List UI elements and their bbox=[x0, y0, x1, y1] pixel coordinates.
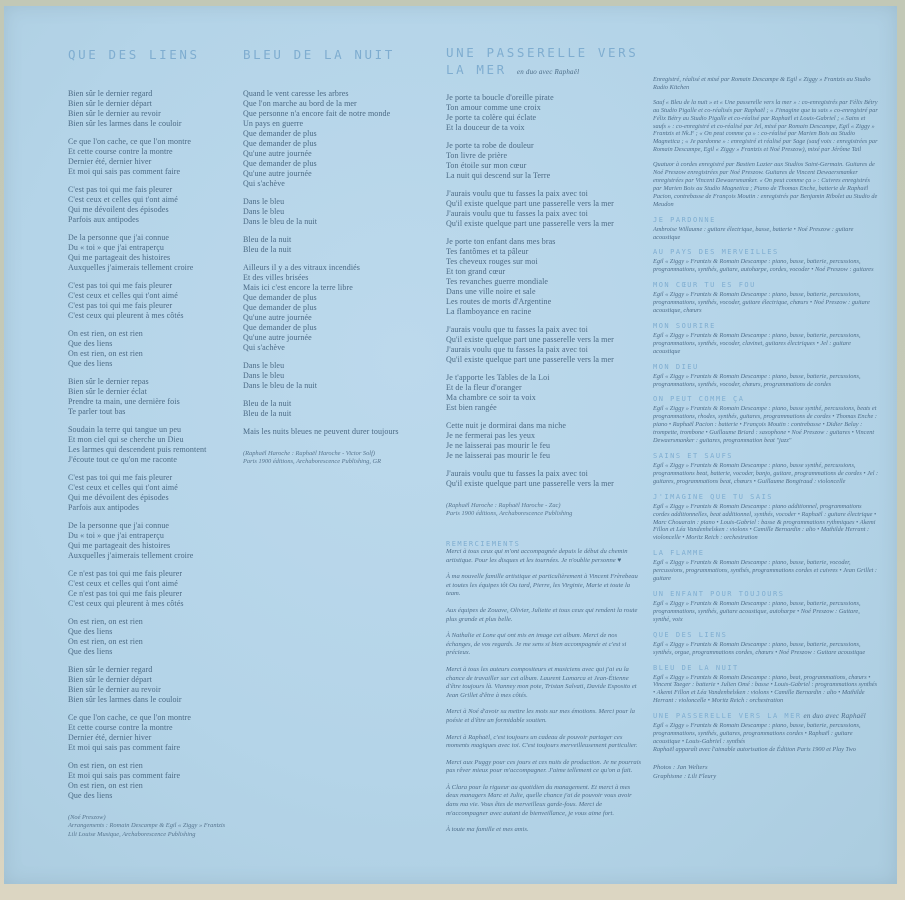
lyric-line: Bleu de la nuit bbox=[243, 409, 292, 418]
lyric-line: J'aurais voulu que tu fasses la paix avec toi bbox=[446, 209, 588, 218]
track-credit-title: MON CŒUR TU ES FOU bbox=[653, 281, 756, 290]
track-credit-title: MON DIEU bbox=[653, 362, 699, 371]
track-credit-body: Egil « Ziggy » Frantzis & Romain Descampe : piano, basse, batterie, percussions, programmations, synthés, vocoder, guitare électrique, chœurs • Noé Preszow : guitare acoustique, chœurs bbox=[653, 291, 870, 315]
track-credit-section bbox=[653, 493, 879, 543]
lyric-line: Te parler tout bas bbox=[68, 407, 126, 416]
lyric-line: Et ton grand cœur bbox=[446, 267, 506, 276]
lyric-stanza bbox=[446, 469, 650, 489]
lyric-line: Bien sûr le dernier regard bbox=[68, 665, 153, 674]
remerciements-paragraph: Aux équipes de Zouave, Olivier, Juliette et tous ceux qui rendent la route plus grande et plus belle. bbox=[446, 606, 638, 623]
song-title-bleu-de-la-nuit: BLEU DE LA NUIT bbox=[243, 47, 395, 62]
lyric-line: Du « toi » que j'ai entraperçu bbox=[68, 243, 164, 252]
lyric-line: Tes fantômes et ta pâleur bbox=[446, 247, 529, 256]
lyric-line: Que des liens bbox=[68, 791, 113, 800]
lyric-line: Qui me partageait des histoires bbox=[68, 253, 171, 262]
production-credits-column bbox=[653, 76, 879, 781]
lyric-line: Et cette course contre la montre bbox=[68, 147, 173, 156]
lyric-line: Et mon ciel qui se cherche un Dieu bbox=[68, 435, 184, 444]
lyric-line: C'est ceux qui pleurent à mes côtés bbox=[68, 599, 184, 608]
lyric-line: Que demander de plus bbox=[243, 303, 317, 312]
lyric-line: Dans le bleu de la nuit bbox=[243, 381, 318, 390]
lyric-line: Ce que l'on cache, ce que l'on montre bbox=[68, 137, 191, 146]
lyric-line: On est rien, on est rien bbox=[68, 761, 143, 770]
lyric-line: C'est ceux et celles qui t'ont aimé bbox=[68, 579, 178, 588]
lyric-line: Dans le bleu bbox=[243, 197, 285, 206]
lyric-line: Que des liens bbox=[68, 647, 113, 656]
lyric-stanza bbox=[68, 233, 228, 273]
song-title-text: UNE PASSERELLE VERS LA MER bbox=[446, 45, 639, 77]
lyric-line: Que demander de plus bbox=[243, 323, 317, 332]
lyric-line: Dernier été, dernier hiver bbox=[68, 733, 152, 742]
lyric-stanza bbox=[446, 373, 650, 413]
track-credit-duo-suffix: en duo avec Raphaël bbox=[801, 712, 866, 721]
credits-footer-line: Graphisme : Lili Fleury bbox=[653, 772, 717, 780]
track-credit-title: BLEU DE LA NUIT bbox=[653, 663, 739, 672]
lyric-line: De la personne que j'ai connue bbox=[68, 521, 170, 530]
song-column-une-passerelle bbox=[446, 44, 650, 519]
track-credit-section bbox=[653, 664, 879, 706]
lyrics-une-passerelle bbox=[446, 93, 650, 489]
lyric-stanza bbox=[446, 237, 650, 317]
song-credit-une-passerelle bbox=[446, 502, 650, 519]
lyric-line: Bleu de la nuit bbox=[243, 235, 292, 244]
lyric-line: Du « toi » que j'ai entraperçu bbox=[68, 531, 164, 540]
lyric-line: C'est ceux et celles qui t'ont aimé bbox=[68, 483, 178, 492]
lyric-stanza bbox=[68, 665, 228, 705]
lyric-stanza bbox=[68, 377, 228, 417]
song-credit-bleu-de-la-nuit bbox=[243, 450, 428, 467]
lyric-line: Dernier été, dernier hiver bbox=[68, 157, 152, 166]
lyric-stanza bbox=[68, 89, 228, 129]
lyric-line: Bleu de la nuit bbox=[243, 399, 292, 408]
remerciements-paragraph: Merci à tous ceux qui m'ont accompagnée depuis le début du chemin artistique. Pour les disques et les tournées. Je n'oublie personne ♥ bbox=[446, 548, 628, 564]
track-credit-section bbox=[653, 631, 879, 657]
lyric-line: J'aurais voulu que tu fasses la paix avec toi bbox=[446, 325, 588, 334]
lyric-stanza bbox=[68, 521, 228, 561]
lyric-line: J'écoute tout ce qu'on me raconte bbox=[68, 455, 178, 464]
lyric-line: Bien sûr les larmes dans le couloir bbox=[68, 119, 182, 128]
song-column-bleu-de-la-nuit bbox=[243, 46, 428, 467]
lyric-line: Que des liens bbox=[68, 627, 113, 636]
lyric-line: Ce que l'on cache, ce que l'on montre bbox=[68, 713, 191, 722]
lyric-line: Je ne laisserai pas mourir le feu bbox=[446, 441, 551, 450]
track-credit-section bbox=[653, 216, 879, 242]
lyric-line: Que demander de plus bbox=[243, 293, 317, 302]
lyric-line: C'est pas toi qui me fais pleurer bbox=[68, 473, 173, 482]
song-column-que-des-liens bbox=[68, 46, 228, 839]
lyric-stanza bbox=[243, 89, 428, 189]
track-credit-title: SAINS ET SAUFS bbox=[653, 452, 734, 460]
lyric-line: Je t'apporte les Tables de la Loi bbox=[446, 373, 550, 382]
lyric-line: Qui s'achève bbox=[243, 343, 285, 352]
credits-tracks bbox=[653, 216, 879, 754]
lyric-line: Qu'une autre journée bbox=[243, 149, 312, 158]
lyric-stanza bbox=[446, 93, 650, 133]
credits-footer-line: Photos : Jan Welters bbox=[653, 763, 708, 771]
remerciements-paragraph: Merci à Raphaël, c'est toujours un cadeau de pouvoir partager ces moments magiques avec toi. C'est toujours merveilleusement particulier. bbox=[446, 733, 638, 750]
track-credit-title: QUE DES LIENS bbox=[653, 630, 728, 639]
lyric-line: Que l'on marche au bord de la mer bbox=[243, 99, 357, 108]
track-credit-body: Egil « Ziggy » Frantzis & Romain Descampe : piano, basse, batterie, vocoder, percussions, programmations, synthés, programmations cordes et cuivres • Jean Grillet : guitare bbox=[653, 559, 878, 583]
lyric-line: Dans le bleu bbox=[243, 361, 285, 370]
track-credit-body: Egil « Ziggy » Frantzis & Romain Descampe : piano, basse, batterie, percussions, programmations, synthés, vocoder, chœurs, programmations de cordes bbox=[653, 372, 861, 388]
lyric-line: Les larmes qui descendent puis remontent bbox=[68, 445, 207, 454]
lyric-line: Qu'il existe quelque part une passerelle vers la mer bbox=[446, 219, 614, 228]
lyric-stanza bbox=[243, 361, 428, 391]
lyric-stanza bbox=[243, 399, 428, 419]
track-credit-section bbox=[653, 395, 879, 445]
lyric-line: Qu'il existe quelque part une passerelle vers la mer bbox=[446, 335, 614, 344]
lyric-line: Je porte ta boucle d'oreille pirate bbox=[446, 93, 554, 102]
lyric-line: Que des liens bbox=[68, 339, 113, 348]
lyric-stanza bbox=[446, 325, 650, 365]
lyric-line: Auxquelles j'aimerais tellement croire bbox=[68, 263, 194, 272]
lyric-line: Dans le bleu bbox=[243, 207, 285, 216]
lyric-line: Dans le bleu bbox=[243, 371, 285, 380]
lyric-stanza bbox=[243, 235, 428, 255]
lyric-stanza bbox=[68, 329, 228, 369]
lyric-line: Et de la fleur d'oranger bbox=[446, 383, 522, 392]
lyric-line: Ce n'est pas toi qui me fais pleurer bbox=[68, 569, 183, 578]
lyric-line: La flamboyance en racine bbox=[446, 307, 532, 316]
lyric-line: Je porte ta robe de douleur bbox=[446, 141, 534, 150]
lyric-line: Ton étoile sur mon cœur bbox=[446, 161, 527, 170]
lyric-line: On est rien, on est rien bbox=[68, 349, 143, 358]
lyric-line: Parfois aux antipodes bbox=[68, 503, 139, 512]
lyric-line: J'aurais voulu que tu fasses la paix avec toi bbox=[446, 189, 588, 198]
lyric-line: Et la douceur de ta voix bbox=[446, 123, 525, 132]
song-credit-que-des-liens bbox=[68, 814, 228, 839]
lyric-stanza bbox=[68, 761, 228, 801]
track-credit-body: Egil « Ziggy » Frantzis & Romain Descampe : piano, basse, batterie, percussions, programmations, synthés, guitare, autoharpe, cordes, vocoder • Noé Preszow : guitares bbox=[653, 258, 874, 274]
track-credit-body: Egil « Ziggy » Frantzis & Romain Descampe : piano, basse, batterie, percussions, programmations, synthés, vocoder, clavinet, guitares électriques • Jel : guitare acoustique bbox=[653, 331, 861, 355]
lyric-line: Est bien rangée bbox=[446, 403, 497, 412]
lyric-line: Je ne laisserai pas mourir le feu bbox=[446, 451, 551, 460]
song-credit-line: (Raphaël Haroche : Raphaël Haroche - Zac) bbox=[446, 502, 561, 509]
lyric-stanza bbox=[446, 189, 650, 229]
lyric-line: Et moi qui sais pas comment faire bbox=[68, 771, 181, 780]
lyric-line: Qu'il existe quelque part une passerelle vers la mer bbox=[446, 355, 614, 364]
lyric-line: Bien sûr le dernier au revoir bbox=[68, 685, 161, 694]
track-credit-body: Egil « Ziggy » Frantzis & Romain Descampe : piano, basse, batterie, percussions, programmations, synthés, guitares, programmations cordes • Raphaël : guitare acoustique • Louis-Gabriel : synthés bbox=[653, 722, 861, 745]
track-credit-body: Egil « Ziggy » Frantzis & Romain Descampe : piano additionnel, programmations cordes additionnelles, beat additionnel, synthés, vocoder • Raphaël : guitare électrique • Marc Chouarain : piano • Louis-Gabriel : basse & programmations rythmiques • Akemi Fillon et Léa Vandenhelsken : violons • Camille Bernardin : alto • Mathilde Herrant : violoncelle • Moritz Reich : orchestration bbox=[653, 502, 877, 542]
lyric-line: Cette nuit je dormirai dans ma niche bbox=[446, 421, 567, 430]
liner-notes-page bbox=[4, 6, 897, 884]
remerciements-paragraph: À ma nouvelle famille artistique et particulièrement à Vincent Frèrebeau et toutes les équipes tôt Ou tard, Pierre, les Virginie, Marie et toute la team. bbox=[446, 573, 638, 598]
track-credit-section bbox=[653, 549, 879, 583]
track-credit-title: UN ENFANT POUR TOUJOURS bbox=[653, 589, 785, 598]
lyric-line: C'est pas toi qui me fais pleurer bbox=[68, 185, 173, 194]
track-credit-title: MON SOURIRE bbox=[653, 321, 716, 330]
lyric-line: Soudain la terre qui tangue un peu bbox=[68, 425, 182, 434]
lyric-stanza bbox=[243, 197, 428, 227]
lyric-line: C'est ceux et celles qui t'ont aimé bbox=[68, 291, 178, 300]
lyric-line: Bleu de la nuit bbox=[243, 245, 292, 254]
song-credit-line: Paris 1900 éditions, Archaborescence Publishing, GR bbox=[243, 458, 382, 466]
remerciements-paragraph: À toute ma famille et mes amis. bbox=[446, 826, 529, 834]
track-credit-section bbox=[653, 452, 879, 486]
lyric-line: Qu'il existe quelque part une passerelle vers la mer bbox=[446, 479, 614, 488]
lyric-stanza bbox=[243, 427, 428, 437]
track-credit-section bbox=[653, 363, 879, 389]
remerciements-paragraph: Merci aux Puggy pour ces jours et ces nuits de production. Je ne pourrais pas rêver mieux pour m'accompagner. J'aime tellement ce qu'on a fait. bbox=[446, 758, 642, 775]
lyric-line: Les routes de morts d'Argentine bbox=[446, 297, 552, 306]
lyric-line: Que demander de plus bbox=[243, 129, 317, 138]
lyric-line: Et cette course contre la montre bbox=[68, 723, 173, 732]
track-credit-section bbox=[653, 281, 879, 315]
lyric-line: Parfois aux antipodes bbox=[68, 215, 139, 224]
song-credit-line: Arrangements : Romain Descampe & Egil « Ziggy » Frantzis bbox=[68, 822, 226, 830]
track-credit-title: J'IMAGINE QUE TU SAIS bbox=[653, 492, 774, 501]
remerciements-paragraph: À Clara pour la rigueur au quotidien du management. Et merci à mes deux managers Marc et Julie, quelle chance j'ai de pouvoir vous avoir dans ma vie. Vous êtes de merveilleux garde-fous. Merci de m'accompagner avec autant de bienveillance, je vous aime fort. bbox=[446, 783, 632, 817]
lyric-line: Que personne n'a encore fait de notre monde bbox=[243, 109, 391, 118]
lyric-stanza bbox=[68, 281, 228, 321]
lyric-line: Bien sûr le dernier repas bbox=[68, 377, 149, 386]
track-credit-section bbox=[653, 712, 879, 754]
lyric-line: Ailleurs il y a des vitraux incendiés bbox=[243, 263, 361, 272]
lyric-line: Ton amour comme une croix bbox=[446, 103, 541, 112]
lyric-line: Tes cheveux rouges sur moi bbox=[446, 257, 538, 266]
lyric-line: Que demander de plus bbox=[243, 139, 317, 148]
lyric-stanza bbox=[446, 421, 650, 461]
lyric-line: Ce n'est pas toi qui me fais pleurer bbox=[68, 589, 183, 598]
lyric-line: Que demander de plus bbox=[243, 159, 317, 168]
song-title-que-des-liens: QUE DES LIENS bbox=[68, 47, 200, 62]
track-credit-section bbox=[653, 248, 879, 274]
lyric-stanza bbox=[68, 473, 228, 513]
track-credit-title: JE PARDONNE bbox=[653, 215, 716, 224]
lyric-line: On est rien, on est rien bbox=[68, 329, 143, 338]
lyric-line: Bien sûr le dernier regard bbox=[68, 89, 153, 98]
track-credit-body: Egil « Ziggy » Frantzis & Romain Descampe : piano, basse synthé, percussions, programmations beat, batterie, vocoder, banjo, guitare, programmations de cordes • Jel : guitares, programmations beat, chœurs • Guillaume Bongiraud : violoncelle bbox=[653, 462, 879, 485]
lyric-line: Et des villes brisées bbox=[243, 273, 309, 282]
lyric-line: Qu'une autre journée bbox=[243, 313, 312, 322]
lyric-line: Bien sûr le dernier au revoir bbox=[68, 109, 161, 118]
lyric-line: Dans le bleu de la nuit bbox=[243, 217, 318, 226]
lyric-line: C'est pas toi qui me fais pleurer bbox=[68, 281, 173, 290]
credits-footer bbox=[653, 763, 879, 781]
lyric-line: Qui me dévoilent des épisodes bbox=[68, 205, 169, 214]
credits-intro-paragraph: Sauf « Bleu de la nuit » et « Une passerelle vers la mer » : co-enregistrés par Félix Bétry au Studio Pigalle et co-réalisés par Raphaël ; « J'imagine que tu sais » co-enregistré par Félix Bétry au Studio Pigalle et co-réalisé par Raphaël et Louis-Gabriel ; « Sains et saufs » : co-enregistré et co-réalisé par Jel, mixé par Romain Descampe, Egil « Ziggy » Frantzis et Nk.F ; « On peut comme ça » : co-réalisé par Marien Bois au Studio Magnetica ; « Je pardonne » : enregistré et réalisé par Sage (sauf voix : enregistrées par Romain Descampe, Egil « Ziggy » Frantzis et Noé Preszow), mixé par Jérôme Tail bbox=[653, 98, 878, 154]
track-credit-body: Egil « Ziggy » Frantzis & Romain Descampe : piano, basse synthé, percussions, beats et programmations, rhodes, synthés, guitares, programmations de cordes • Thomas Enche : piano • Raphaël Pacion : batterie • François Moutin : contrebasse • Didier Belay : trompette, trombone • Guillaume Briard : saxophone • Noé Preszow : guitares • Vincent Dewaersmanker : guitares, programmation beat "jazz" bbox=[653, 405, 877, 445]
remerciements-paragraph: Merci à tous les auteurs compositeurs et musiciens avec qui j'ai eu la chance de travailler sur cet album. Laurent Lamarca et Jean-Étienne d'être toujours là. Vianney mon pote, Tristan Salvati, Davide Esposito et Jean Grillet d'être à mes côtés. bbox=[446, 665, 637, 699]
lyric-stanza bbox=[243, 263, 428, 353]
lyric-stanza bbox=[446, 141, 650, 181]
lyric-line: C'est pas toi qui me fais pleurer bbox=[68, 301, 173, 310]
credits-intro bbox=[653, 76, 879, 209]
lyric-line: Je porte ta colère qui éclate bbox=[446, 113, 537, 122]
lyric-line: C'est ceux et celles qui t'ont aimé bbox=[68, 195, 178, 204]
lyric-line: Un pays en guerre bbox=[243, 119, 304, 128]
lyric-stanza bbox=[68, 569, 228, 609]
track-credit-body: Egil « Ziggy » Frantzis & Romain Descampe : piano, beat, programmations, chœurs • Vincent Taeger : batterie • Julien Omé : basse • Louis-Gabriel : programmations synthés • Akemi Fillon et Léa Vandenhelsken : violons • Camille Bernardin : alto • Mathilde Herrant : violoncelle • Moritz Reich : orchestration bbox=[653, 673, 878, 705]
lyric-line: Ma chambre ce soir ta voix bbox=[446, 393, 536, 402]
lyric-line: Qui me dévoilent des épisodes bbox=[68, 493, 169, 502]
remerciements-paragraphs bbox=[446, 548, 644, 835]
lyric-line: On est rien, on est rien bbox=[68, 637, 143, 646]
lyric-line: Et moi qui sais pas comment faire bbox=[68, 167, 181, 176]
lyric-line: Qu'une autre journée bbox=[243, 333, 312, 342]
lyric-line: J'aurais voulu que tu fasses la paix avec toi bbox=[446, 469, 588, 478]
lyric-line: Et moi qui sais pas comment faire bbox=[68, 743, 181, 752]
remerciements-title: REMERCIEMENTS bbox=[446, 540, 521, 548]
track-credit-title: UNE PASSERELLE VERS LA MER en duo avec Raphaël bbox=[653, 712, 866, 721]
remerciements-paragraph: Merci à Noé d'avoir su mettre les mots sur mes émotions. Merci pour la poésie et d'être un formidable soutien. bbox=[446, 708, 635, 724]
lyric-line: Bien sûr le dernier départ bbox=[68, 675, 152, 684]
lyric-stanza bbox=[68, 713, 228, 753]
lyric-line: Auxquelles j'aimerais tellement croire bbox=[68, 551, 194, 560]
track-credit-title: AU PAYS DES MERVEILLES bbox=[653, 248, 779, 257]
lyric-line: Mais les nuits bleues ne peuvent durer toujours bbox=[243, 427, 399, 436]
track-credit-body: Ambroise Willaume : guitare électrique, basse, batterie • Noé Preszow : guitare acoustique bbox=[653, 225, 854, 241]
song-credit-line: (Raphaël Haroche : Raphaël Haroche - Victor Solf) bbox=[243, 450, 375, 457]
lyric-line: Qu'une autre journée bbox=[243, 169, 312, 178]
lyric-stanza bbox=[68, 617, 228, 657]
lyric-line: Bien sûr le dernier éclat bbox=[68, 387, 147, 396]
lyric-line: Bien sûr le dernier départ bbox=[68, 99, 152, 108]
song-credit-line: (Noé Preszow) bbox=[68, 814, 106, 821]
lyric-line: J'aurais voulu que tu fasses la paix avec toi bbox=[446, 345, 588, 354]
remerciements-section bbox=[446, 540, 644, 843]
lyric-stanza bbox=[68, 425, 228, 465]
credits-intro-paragraph: Quatuor à cordes enregistré par Bastien Lazier aux Studios Saint-Germain. Guitares de Noé Preszow enregistrées par Noé Preszow. Guitares de Vincent Dewaersmanker enregistrées par Vincent Dewaersmanker. « On peut comme ça » : Cuivres enregistrés par Marien Bois au Studio Magnetica ; Piano de Thomas Enche, batterie de Raphaël Pacion, contrebasse de François Moutin : enregistrés par Benjamin Ribolet au Studio de Meudon bbox=[653, 161, 878, 208]
lyric-line: On est rien, on est rien bbox=[68, 781, 143, 790]
lyric-line: Mais ici c'est encore la terre libre bbox=[243, 283, 353, 292]
track-credit-title: ON PEUT COMME ÇA bbox=[653, 395, 745, 404]
credits-intro-paragraph: Enregistré, réalisé et mixé par Romain Descampe & Egil « Ziggy » Frantzis au Studio Radio Kitchen bbox=[653, 76, 871, 91]
track-credit-section bbox=[653, 590, 879, 624]
lyric-stanza bbox=[68, 185, 228, 225]
track-credit-title: LA FLAMME bbox=[653, 549, 705, 558]
song-credit-line: Paris 1900 éditions, Archaborescence Publishing bbox=[446, 510, 573, 518]
lyric-line: C'est ceux qui pleurent à mes côtés bbox=[68, 311, 184, 320]
lyric-line: La nuit qui descend sur la Terre bbox=[446, 171, 551, 180]
lyric-line: Quand le vent caresse les arbres bbox=[243, 89, 349, 98]
track-credit-body: Egil « Ziggy » Frantzis & Romain Descampe : piano, basse, batterie, percussions, synthés, orgue, programmations cordes, chœurs • Noé Preszow : Guitare acoustique bbox=[653, 640, 866, 656]
lyrics-bleu-de-la-nuit bbox=[243, 89, 428, 437]
lyric-line: De la personne que j'ai connue bbox=[68, 233, 170, 242]
lyric-line: Qui me partageait des histoires bbox=[68, 541, 171, 550]
lyric-line: Dans une ville noire et sale bbox=[446, 287, 536, 296]
song-title-une-passerelle bbox=[446, 44, 650, 81]
track-credit-body: Egil « Ziggy » Frantzis & Romain Descampe : piano, basse, batterie, percussions, programmations, synthés, guitare acoustique, autoharpe • Noé Preszow : Guitare, synthé, voix bbox=[653, 599, 861, 623]
lyric-line: Qui s'achève bbox=[243, 179, 285, 188]
lyric-line: On est rien, on est rien bbox=[68, 617, 143, 626]
lyric-line: Prendre ta main, une dernière fois bbox=[68, 397, 180, 406]
song-duo-subtitle: en duo avec Raphaël bbox=[516, 68, 580, 76]
track-credit-note: Raphaël apparaît avec l'aimable autorisation de Édition Paris 1900 et Play Two bbox=[653, 745, 856, 753]
lyric-stanza bbox=[68, 137, 228, 177]
track-credit-section bbox=[653, 322, 879, 356]
lyrics-que-des-liens bbox=[68, 89, 228, 801]
lyric-line: Bien sûr les larmes dans le couloir bbox=[68, 695, 182, 704]
remerciements-paragraph: À Nathalie et Lone qui ont mis en image cet album. Merci de nos échanges, de vos regards. Je me sens si bien accompagnée et c'est si précieux. bbox=[446, 632, 627, 657]
lyric-line: Qu'il existe quelque part une passerelle vers la mer bbox=[446, 199, 614, 208]
lyric-line: Je ne fermerai pas les yeux bbox=[446, 431, 536, 440]
lyric-line: Que des liens bbox=[68, 359, 113, 368]
lyric-line: Je porte ton enfant dans mes bras bbox=[446, 237, 556, 246]
lyric-line: Ton livre de prière bbox=[446, 151, 508, 160]
lyric-line: Tes revanches guerre mondiale bbox=[446, 277, 549, 286]
song-credit-line: Lili Louise Musique, Archaborescence Publishing bbox=[68, 830, 196, 838]
